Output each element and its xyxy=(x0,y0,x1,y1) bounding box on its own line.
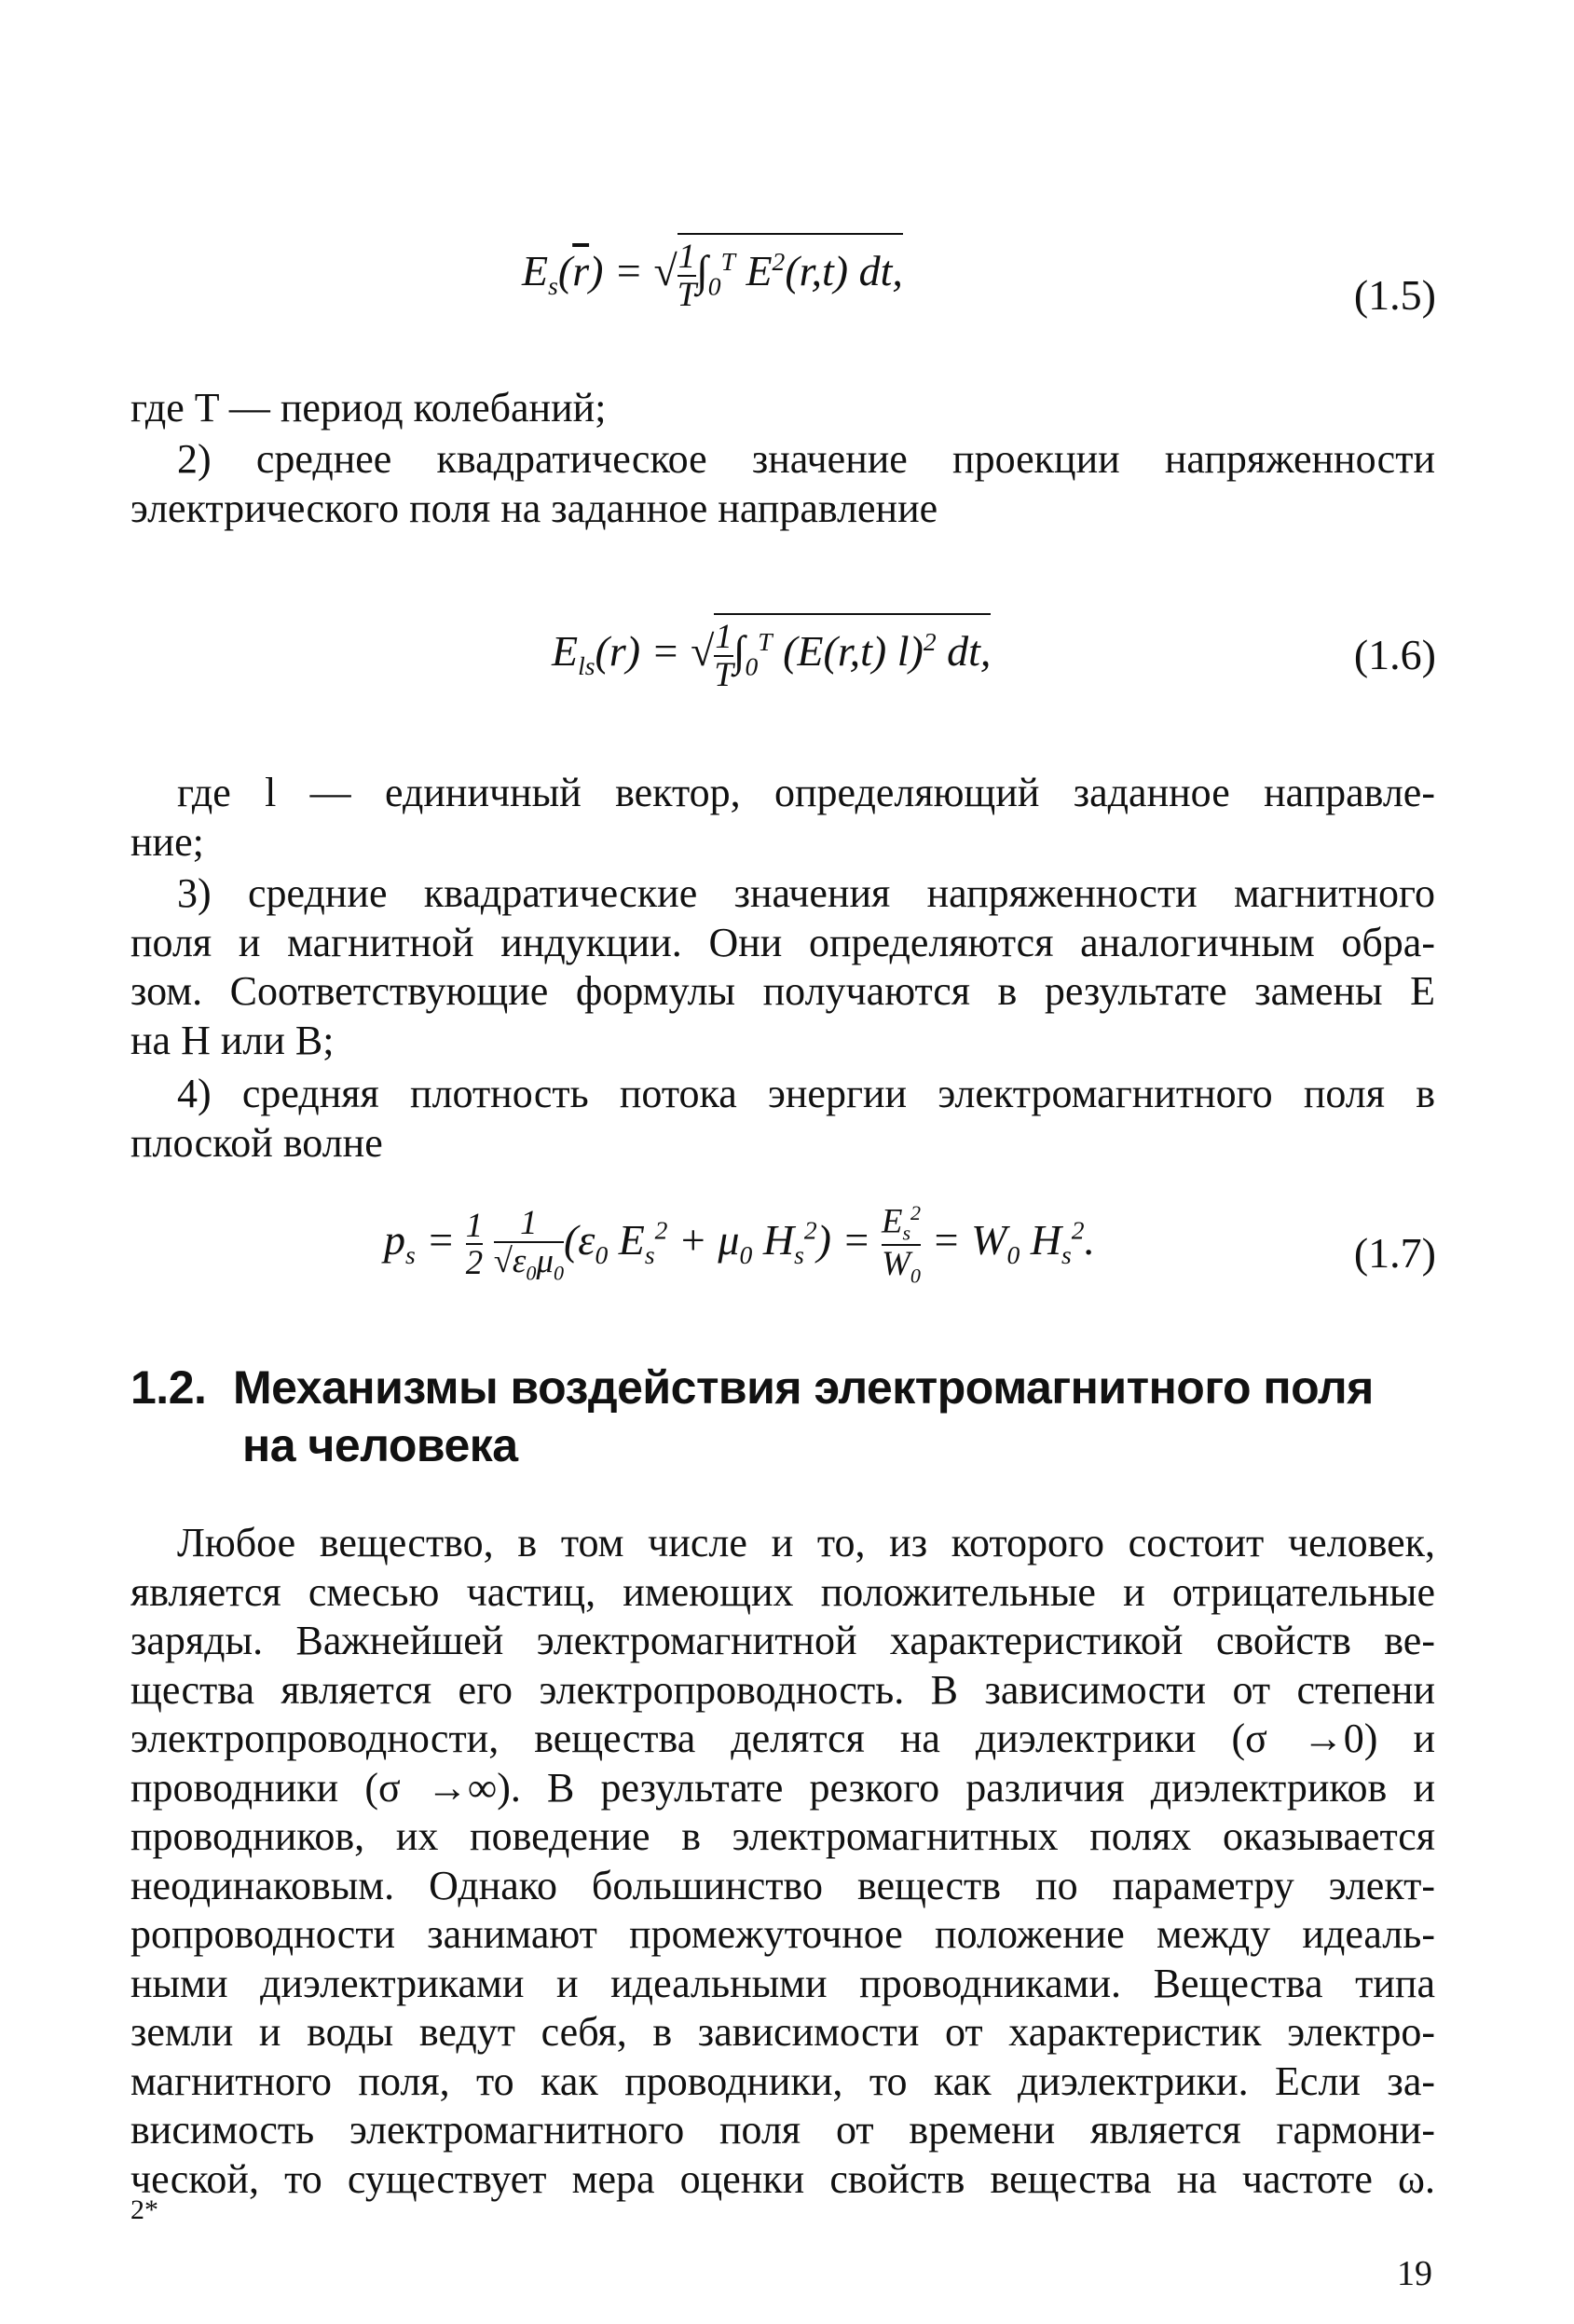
paragraph-body xyxy=(130,1519,1435,2204)
text-line: магнитного поля, то как проводники, то как диэлектрики. Если за- xyxy=(130,2057,1435,2104)
text-line: висимость электромагнитного поля от времени является гармони- xyxy=(130,2107,1435,2153)
section-title-line-1: Механизмы воздействия электромагнитного поля xyxy=(233,1361,1374,1414)
text-line: ческой, то существует мера оценки свойств вещества на частоте ω. xyxy=(130,2155,1435,2202)
text-line: электрического поля на заданное направление xyxy=(130,485,938,531)
page-number: 19 xyxy=(1397,2254,1432,2293)
text-line: где T — период колебаний; xyxy=(130,385,607,431)
text-line: является смесью частиц, имеющих положительные и отрицательные xyxy=(130,1568,1435,1615)
text-line: поля и магнитной индукции. Они определяются аналогичным обра- xyxy=(130,919,1435,965)
equation-number-1-6: (1.6) xyxy=(1353,631,1436,678)
text-line: плоской волне xyxy=(130,1119,383,1166)
text-line: ными диэлектриками и идеальными проводниками. Вещества типа xyxy=(130,1960,1435,2006)
text-line: земли и воды ведут себя, в зависимости от характеристик электро- xyxy=(130,2009,1435,2055)
text-line: неодинаковым. Однако большинство веществ по параметру элект- xyxy=(130,1862,1435,1908)
text-line: ропроводности занимают промежуточное положение между идеаль- xyxy=(130,1911,1435,1957)
text-line: 2) среднее квадратическое значение проекции напряженности xyxy=(177,436,1435,482)
text-line: 3) средние квадратические значения напряженности магнитного xyxy=(177,870,1435,916)
section-number: 1.2. xyxy=(130,1361,207,1414)
equation-number-1-7: (1.7) xyxy=(1353,1229,1436,1277)
text-line: ние; xyxy=(130,818,204,865)
text-line: электропроводности, вещества делятся на диэлектрики (σ →0) и xyxy=(130,1716,1435,1761)
text-line: проводники (σ →∞). В результате резкого различия диэлектриков и xyxy=(130,1764,1435,1811)
paragraph-item-2 xyxy=(130,435,1435,533)
text-line: на H или B; xyxy=(130,1017,335,1063)
paragraph-period xyxy=(130,384,1435,433)
paragraph-item-4 xyxy=(130,1070,1435,1168)
text-line: заряды. Важнейшей электромагнитной характеристикой свойств ве- xyxy=(130,1618,1435,1663)
paragraph-item-3 xyxy=(130,869,1435,1065)
text-line: щества является его электропроводность. В зависимости от степени xyxy=(130,1666,1435,1713)
formula-1-6: $E_{ls}(r)$ = √ $\frac{1}{T}$ $\int_0^T$ (E(r,t) l)$^2$ dt, xyxy=(552,613,991,692)
formula-1-5: $E_s(\overline{r})$ = √ $\frac{1}{T}$ $\int_0^T$ $E^2(r,t)$ dt, xyxy=(522,233,903,312)
paragraph-unit-vector xyxy=(130,769,1435,867)
section-title-line-2: на человека xyxy=(242,1419,518,1471)
text-line: проводников, их поведение в электромагнитных полях оказывается xyxy=(130,1813,1435,1859)
text-line: 4) средняя плотность потока энергии электромагнитного поля в xyxy=(177,1071,1435,1116)
text-line: Любое вещество, в том числе и то, из которого состоит человек, xyxy=(177,1520,1435,1565)
equation-number-1-5: (1.5) xyxy=(1353,271,1436,319)
text-line: зом. Соответствующие формулы получаются в результате замены E xyxy=(130,968,1435,1014)
formula-1-7: $p_s$ = $\frac{1}{2}$ $\frac{1}{√\varepsilon_0\mu_0}$ ($\varepsilon_0$ $E_s^2 + \mu_0$ $H_s^2$) = $\frac{E_s^2}{W_0}$ = $W_0$ $H_s^2$. xyxy=(384,1201,1096,1288)
section-heading xyxy=(130,1359,1435,1474)
text-line: где l — единичный вектор, определяющий заданное направле- xyxy=(177,770,1435,815)
signature-mark: 2* xyxy=(130,2194,158,2225)
